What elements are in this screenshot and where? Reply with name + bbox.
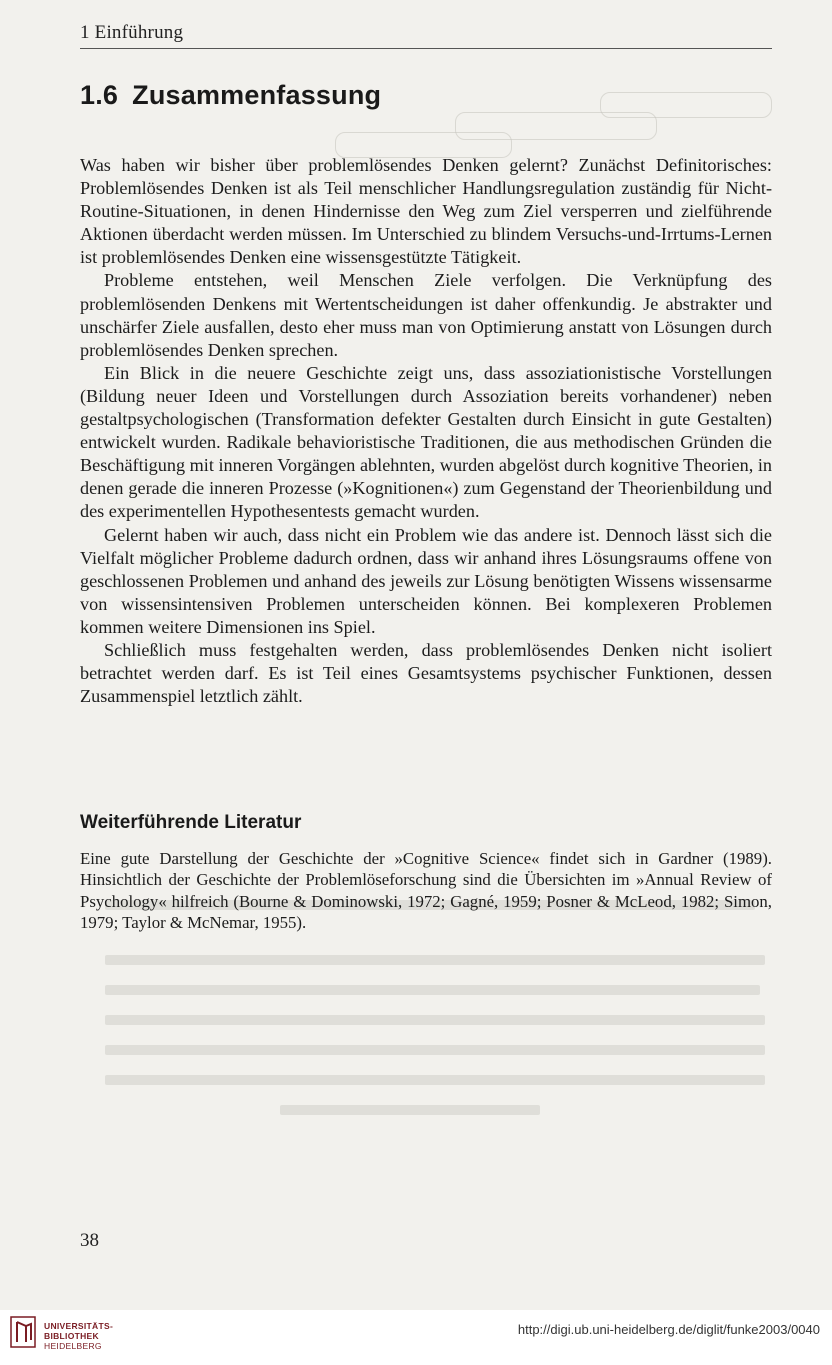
bleed-through-line xyxy=(105,985,760,995)
paragraph: Ein Blick in die neuere Geschichte zeigt uns, dass assoziationistische Vorstellungen (Bildung neuer Ideen und Vorstellungen durch Assoziation bereits vorhandener) neben gestaltpsychologischen (Transformation defekter Gestalten durch Einsicht in gute Gestalten) entwickelt wurden. Radikale behavioristische Traditionen, die aus methodischen Gründen die Beschäftigung mit inneren Vorgängen ablehnten, wurden abgelöst durch kognitive Theorien, in denen gerade die inneren Prozesse (»Kognitionen«) zum Gegenstand der Theorienbildung und des experimentellen Hypothesentests gemacht wurden. xyxy=(80,362,772,522)
running-head: 1 Einführung xyxy=(80,22,184,43)
page-number: 38 xyxy=(80,1230,99,1251)
section-number: 1.6 xyxy=(80,80,119,110)
library-name-line: UNIVERSITÄTS- xyxy=(44,1321,114,1331)
section-title-text: Zusammenfassung xyxy=(132,80,382,110)
section-title xyxy=(80,80,381,111)
header-rule xyxy=(80,48,772,49)
bleed-through-line xyxy=(280,1105,540,1115)
digitization-footer xyxy=(0,1310,832,1365)
summary-body xyxy=(80,154,772,708)
paragraph: Was haben wir bisher über problemlösendes Denken gelernt? Zunächst Definitorisches: Problemlösendes Denken ist als Teil menschlicher Handlungsregulation zuständig für Nicht-Routine-Situationen, in denen Hindernisse den Weg zum Ziel versperren und zielführende Aktionen überdacht werden müssen. Im Unterschied zu blindem Versuchs-und-Irrtums-Lernen ist problemlösendes Denken eine wissensgestützte Tätigkeit. xyxy=(80,155,772,268)
paragraph: Schließlich muss festgehalten werden, dass problemlösendes Denken nicht isoliert betrachtet werden darf. Es ist Teil eines Gesamtsystems psychischer Funktionen, dessen Zusammenspiel letztlich zählt. xyxy=(80,639,772,707)
library-name-line: BIBLIOTHEK xyxy=(44,1331,99,1341)
library-name-line: HEIDELBERG xyxy=(44,1341,102,1351)
bleed-through-line xyxy=(105,955,765,965)
bleed-through-line xyxy=(105,1015,765,1025)
bleed-through-line xyxy=(105,1045,765,1055)
further-reading-text: Eine gute Darstellung der Geschichte der »Cognitive Science« findet sich in Gardner (1989). Hinsichtlich der Geschichte der Problemlöseforschung sind die Übersichten im »Annual Review of Psychology« hilfreich (Bourne & Dominowski, 1972; Gagné, 1959; Posner & McLeod, 1982; Simon, 1979; Taylor & McNemar, 1955). xyxy=(80,849,772,932)
paragraph: Probleme entstehen, weil Menschen Ziele verfolgen. Die Verknüpfung des problemlösenden Denkens mit Wertentscheidungen ist daher offenkundig. Je abstrakter und unschärfer Ziele ausfallen, desto eher muss man von Optimierung anstatt von Lösungen durch problemlösendes Denken sprechen. xyxy=(80,270,772,360)
paragraph: Gelernt haben wir auch, dass nicht ein Problem wie das andere ist. Dennoch lässt sich die Vielfalt möglicher Probleme dadurch ordnen, dass wir anhand ihres Lösungsraums offene von geschlossenen Problemen und anhand des jeweils zur Lösung benötigten Wissens wissensarme von wissensintensiven Problemen unterscheiden können. Bei komplexeren Problemen kommen weitere Dimensionen ins Spiel. xyxy=(80,524,772,637)
bleed-through-line xyxy=(105,1075,765,1085)
further-reading-heading: Weiterführende Literatur xyxy=(80,812,302,833)
library-name xyxy=(44,1321,113,1351)
library-logo-icon xyxy=(10,1316,36,1348)
bleed-through-box xyxy=(600,92,772,118)
permalink-url[interactable]: http://digi.ub.uni-heidelberg.de/diglit/funke2003/0040 xyxy=(517,1322,820,1337)
